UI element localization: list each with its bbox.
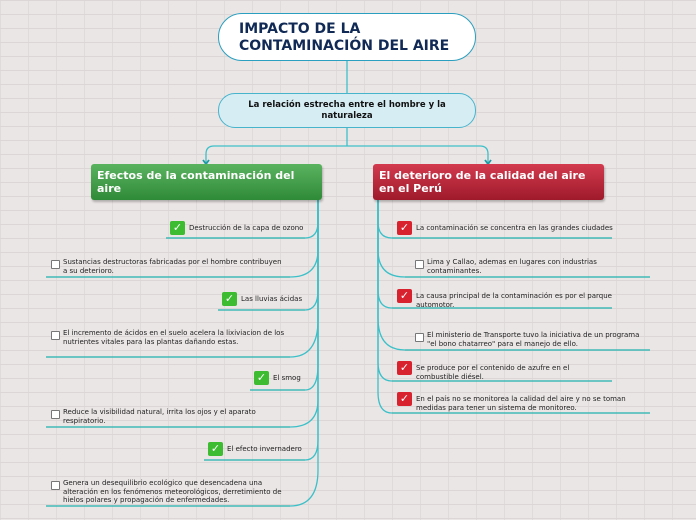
list-item-text: Lima y Callao, ademas en lugares con industrias contaminantes. <box>427 258 597 275</box>
list-item-text: Las lluvias ácidas <box>241 295 303 303</box>
list-item[interactable] <box>51 408 286 425</box>
check-mark-icon[interactable]: ✓ <box>208 442 223 456</box>
check-mark-icon[interactable]: ✓ <box>170 221 185 235</box>
checkbox-icon[interactable] <box>415 333 424 342</box>
left-branch-topic[interactable] <box>91 164 322 200</box>
check-mark-icon[interactable]: ✓ <box>254 371 269 385</box>
relation-topic[interactable] <box>218 93 476 128</box>
list-item[interactable] <box>170 221 310 235</box>
right-branch-topic[interactable] <box>373 164 604 200</box>
checkbox-icon[interactable] <box>51 331 60 340</box>
list-item[interactable] <box>208 442 313 456</box>
list-item[interactable] <box>254 371 314 385</box>
check-mark-icon[interactable]: ✓ <box>397 361 412 375</box>
checkbox-icon[interactable] <box>51 410 60 419</box>
root-topic[interactable] <box>218 13 476 61</box>
check-mark-icon[interactable]: ✓ <box>397 221 412 235</box>
list-item[interactable] <box>397 361 612 381</box>
list-item[interactable] <box>51 329 286 346</box>
list-item[interactable] <box>397 392 632 412</box>
list-item[interactable] <box>397 221 617 235</box>
list-item-text: El efecto invernadero <box>227 445 302 453</box>
checkbox-icon[interactable] <box>415 260 424 269</box>
list-item[interactable] <box>415 258 615 275</box>
list-item-text: El ministerio de Transporte tuvo la iniciativa de un programa "el bono chatarreo" para el manejo de ello. <box>427 331 640 348</box>
list-item-text: Destrucción de la capa de ozono <box>189 224 304 232</box>
list-item[interactable] <box>222 292 312 306</box>
list-item[interactable] <box>51 258 286 275</box>
check-mark-icon[interactable]: ✓ <box>397 392 412 406</box>
left-branch-label: Efectos de la contaminación del aire <box>97 169 295 195</box>
check-mark-icon[interactable]: ✓ <box>397 289 412 303</box>
checkbox-icon[interactable] <box>51 481 60 490</box>
root-topic-label: IMPACTO DE LA CONTAMINACIÓN DEL AIRE <box>239 21 450 54</box>
list-item-text: El smog <box>273 374 301 382</box>
list-item-text: Genera un desequilibrio ecológico que desencadena una alteración en los fenómenos meteorológicos, derretimiento de hielos polares y propagación de enfermedades. <box>63 479 282 504</box>
list-item-text: Sustancias destructoras fabricadas por el hombre contribuyen a su deterioro. <box>63 258 282 275</box>
checkbox-icon[interactable] <box>51 260 60 269</box>
list-item-text: El incremento de ácidos en el suelo acelera la lixiviacion de los nutrientes vitales para las plantas dañando estas. <box>63 329 285 346</box>
list-item[interactable] <box>51 479 286 505</box>
list-item[interactable] <box>415 331 645 348</box>
relation-topic-label: La relación estrecha entre el hombre y la naturaleza <box>248 100 446 121</box>
list-item-text: La contaminación se concentra en las grandes ciudades <box>416 224 613 232</box>
list-item[interactable] <box>397 289 612 309</box>
list-item-text: La causa principal de la contaminación es por el parque automotor. <box>416 292 612 309</box>
list-item-text: En el país no se monitorea la calidad del aire y no se toman medidas para tener un sistema de monitoreo. <box>416 395 626 412</box>
check-mark-icon[interactable]: ✓ <box>222 292 237 306</box>
list-item-text: Se produce por el contenido de azufre en el combustible diésel. <box>416 364 570 381</box>
list-item-text: Reduce la visibilidad natural, irrita los ojos y el aparato respiratorio. <box>63 408 256 425</box>
right-branch-label: El deterioro de la calidad del aire en el Perú <box>379 169 586 195</box>
